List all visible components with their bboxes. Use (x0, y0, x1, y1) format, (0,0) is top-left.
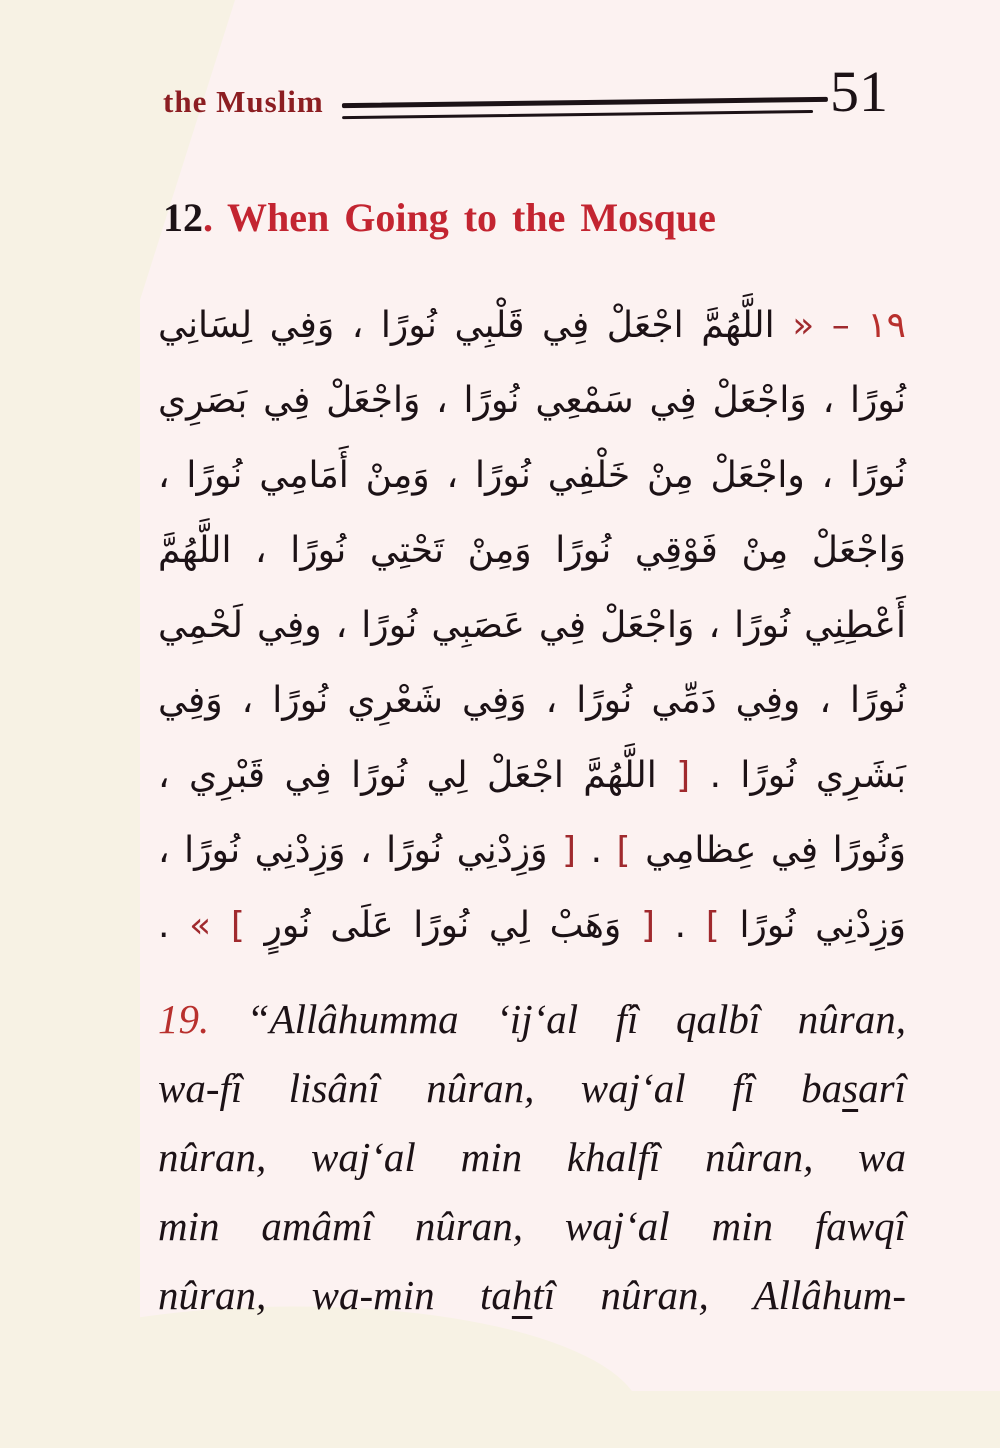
text-segment: . (576, 830, 616, 871)
text-segment: [ (676, 755, 690, 796)
section-title-text: When Going to the Mosque (227, 195, 716, 240)
text-segment: [ (562, 830, 576, 871)
text-segment: . (158, 905, 189, 946)
text-line (158, 288, 906, 363)
text-line (158, 1054, 906, 1123)
text-segment: ] (231, 905, 245, 946)
text-segment: وَنُورًا فِي عِظامِي (631, 830, 906, 871)
section-number: 12 (163, 195, 203, 240)
page-number: 51 (830, 58, 888, 125)
text-line (158, 1192, 906, 1261)
text-line (158, 888, 906, 963)
text-segment: arî (858, 1065, 906, 1111)
text-segment: nûran, wa-min ta (158, 1272, 512, 1318)
text-segment: وَزِدْنِي نُورًا ، وَزِدْنِي نُورًا ، (158, 830, 562, 871)
text-segment: اللَّهُمَّ اجْعَلْ فِي قَلْبِي نُورًا ، وَفِي لِسَانِي (158, 305, 775, 346)
book-title: the Muslim (163, 84, 324, 120)
text-line (158, 738, 906, 813)
text-segment: ] (706, 905, 720, 946)
text-segment: ١٩ (850, 305, 906, 346)
text-segment: tî nûran, Allâhum- (532, 1272, 906, 1318)
text-segment: min amâmî nûran, waj‘al min fawqî (158, 1203, 906, 1249)
text-segment: نُورًا ، وفِي دَمِّي نُورًا ، وَفِي شَعْرِي نُورًا ، وَفِي (158, 680, 906, 721)
text-segment: اللَّهُمَّ اجْعَلْ لِي نُورًا فِي قَبْرِي ، (158, 755, 676, 796)
text-segment: وَهَبْ لِي نُورًا عَلَى نُورٍ (245, 905, 641, 946)
text-segment: wa-fî lisânî nûran, waj‘al fî ba (158, 1065, 842, 1111)
text-segment: [ (641, 905, 655, 946)
text-segment: nûran, waj‘al min khalfî nûran, wa (158, 1134, 906, 1180)
arabic-dua-text (158, 288, 906, 963)
text-segment: وَاجْعَلْ مِنْ فَوْقِي نُورًا وَمِنْ تَحْتِي نُورًا ، اللَّهُمَّ (158, 530, 906, 571)
text-line (158, 985, 906, 1054)
text-segment: نُورًا ، واجْعَلْ مِنْ خَلْفِي نُورًا ، وَمِنْ أَمَامِي نُورًا ، (158, 455, 906, 496)
text-line (158, 813, 906, 888)
text-segment: نُورًا ، وَاجْعَلْ فِي سَمْعِي نُورًا ، وَاجْعَلْ فِي بَصَرِي (158, 380, 906, 421)
text-segment: . (655, 905, 706, 946)
text-line (158, 1261, 906, 1330)
text-segment: s (842, 1065, 858, 1111)
text-segment: “Allâhumma ‘ij‘al fî qalbî nûran, (209, 996, 906, 1042)
text-line (158, 363, 906, 438)
text-segment: وَزِدْنِي نُورًا (720, 905, 906, 946)
text-line (158, 513, 906, 588)
text-segment: أَعْطِنِي نُورًا ، وَاجْعَلْ فِي عَصَبِي نُورًا ، وفِي لَحْمِي (158, 605, 906, 646)
text-line (158, 438, 906, 513)
text-segment: ] (617, 830, 631, 871)
text-line (158, 588, 906, 663)
text-segment: » (189, 905, 231, 946)
text-line (158, 663, 906, 738)
section-number-dot: . (203, 195, 213, 240)
section-title (163, 194, 716, 241)
transliteration-text (158, 985, 906, 1330)
text-segment: بَشَرِي نُورًا . (690, 755, 906, 796)
text-segment: 19. (158, 996, 209, 1042)
text-segment: – « (775, 305, 850, 346)
text-segment: h (512, 1272, 533, 1318)
text-line (158, 1123, 906, 1192)
